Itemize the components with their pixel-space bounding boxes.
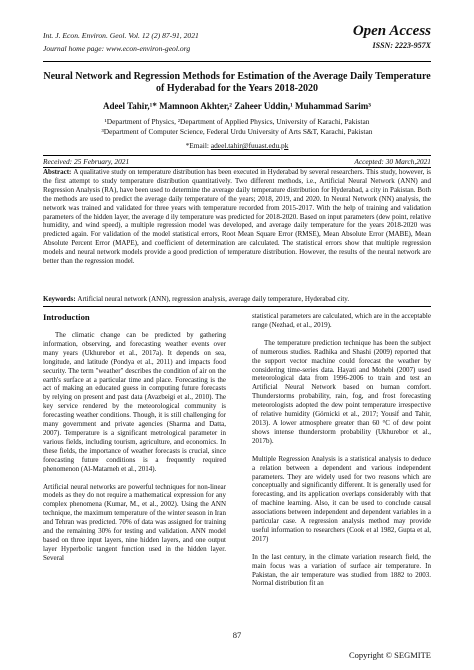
- access-header: [353, 22, 431, 52]
- left-paragraph-2: Artificial neural networks are powerful techniques for non-linear models as they do not require a mathematical expression for any complex phenomena (Kumar, M., et al., 2002). Using the ANN technique, the maximum temperature of the winter season in Iran and Tehran was predicted. 70% of data was assigned for training and the remaining 30% for testing and validation. ANN model based on three input layers, nine hidden layers, and one output layer Hyperbolic tangent function used in the hidden layer. Several: [43, 482, 226, 562]
- issn-label: ISSN: 2223-957X: [372, 41, 431, 50]
- abstract: [43, 168, 431, 266]
- keywords-divider: [43, 306, 431, 307]
- page-number: 87: [232, 630, 242, 640]
- author-list: Adeel Tahir,¹* Mamnoon Akhter,² Zaheer Uddin,¹ Muhammad Sarim³: [102, 101, 371, 111]
- article-title: [43, 71, 431, 95]
- journal-header: [43, 29, 199, 55]
- open-access-label: Open Access: [352, 23, 431, 39]
- dates-top-divider: [43, 155, 431, 156]
- keywords-text: Artificial neural network (ANN), regression analysis, average daily temperature, Hyderabad city.: [77, 295, 350, 303]
- abstract-text: A qualitative study on temperature distribution has been executed in Hyderabad by several researchers. This study, however, is the first attempt to study temperature distribution quantitatively. Two different methods, i.e., Artificial Neural Network (ANN) and Regression Analysis (RA), have been used to determine the average daily temperature distribution for Hyderabad, a city in Pakistan. Both the methods are used to predict the average daily temperature of the years; 2018, 2019, and 2020. In Neural Network (NN) analysis, the network was trained and validated for three years with temperature recorded from 2015-2017. With the help of training and validation parameters of the hidden layer, the average d ily temperature was predicted for 2018-2020. Based on input parameters (dew point, relative humidity, and wind speed), a multiple regression model was developed, and average daily temperature for the years 2018-2020 was predicted again. For validation of the model statistical errors, Root Mean Square Error (RMSE), Mean Absolute Error (MABE), Mean Absolute Percent Error (MAPE), and coefficient of determination are calculated. The statistical errors show that multiple regression models and neural network models provide a good prediction of temperature distribution. However, the results of the neural network are better than the regression model.: [43, 168, 431, 266]
- right-paragraph-4: In the last century, in the climate variation research field, the main focus was a variation of surface air temperature. In Pakistan, the air temperature was studied from 1882 to 2003. Normal distribution fit an: [252, 552, 431, 588]
- journal-citation: Int. J. Econ. Environ. Geol. Vol. 12 (2) 87-91, 2021: [43, 31, 199, 40]
- keywords-label: Keywords:: [43, 295, 78, 303]
- right-paragraph-3: Multiple Regression Analysis is a statistical analysis to deduce a relation between a dependent and various independent parameters. They are widely used for two reasons which are conceptually and significantly different. It is generally used for forecasting, and its application overlaps considerably with that of machine learning. Also, it can be used to conclude causal associations between independent and dependent variables in a particular case. A regression analysis method may provide useful information to researchers (Cook et al 1982, Gupta et al, 2017): [252, 454, 431, 543]
- email-link[interactable]: adeel.tahir@fuuast.edu.pk: [210, 141, 289, 150]
- left-paragraph-1: The climatic change can be predicted by gathering information, observing, and forecasting weather events over many years (Ukhurebor et al., 2017a). It depends on sea, longitude, and latitude (Pondya et al., 2011) and impacts food security. The term "weather" describes the condition of air on the earth's surface at a particular time and place. Forecasting is the act of making an educated guess in computing future forecasts by relying on present and past data (Avazbeigi et al., 2010). The key service rendered by the meteorological community is forecasting weather conditions. Though, it is still challenging for many government and private agencies (Sharma and Datta, 2007). Temperature is a significant metrological parameter in various fields, including tourism, agriculture, and economics. In these fields, the importance of weather forecasts is crucial, since forecasting future conditions is a frequently required phenomenon (Al-Matarneh et al., 2014).: [43, 331, 226, 473]
- right-column: [252, 312, 431, 597]
- left-column: [43, 312, 226, 572]
- email-label: *Email:: [185, 141, 211, 150]
- abstract-label: Abstract:: [43, 168, 74, 176]
- right-paragraph-2: The temperature prediction technique has been the subject of numerous studies. Radhika and Shashi (2009) reported that the support vector machine could forecast the weather by considering time-series data. Hayati and Mohebi (2007) used meteorological data from 1996-2006 to train and test an Artificial Neural Network based on human comfort. Thunderstorms probability, rain, fog, and frost forecasting meteorologists adopted the dew point temperature irrespective of relative humidity (Górnicki et al., 2017; Yousif and Tahir, 2013). A lower atmosphere greater than 60 °C of dew point shows intense thunderstorm probability (Ukhurebor et al., 2017b).: [252, 338, 431, 445]
- title-line-1: Neural Network and Regression Methods for Estimation of the Average Daily Temperature: [43, 71, 431, 82]
- header-divider: [43, 61, 431, 62]
- right-paragraph-1: statistical parameters are calculated, which are in the acceptable range (Nezhad, et al., 2019).: [252, 312, 431, 329]
- corresponding-author: [43, 141, 431, 151]
- keywords: [43, 295, 431, 304]
- received-date: Received: 25 February, 2021: [43, 157, 130, 166]
- affiliations: [43, 117, 431, 137]
- accepted-date: Accepted: 30 March,2021: [354, 157, 431, 166]
- title-line-2: of Hyderabad for the Years 2018-2020: [156, 83, 318, 94]
- affiliation-2: ³Department of Computer Science, Federal Urdu University of Arts S&T, Karachi, Pakistan: [101, 127, 373, 136]
- affiliation-1: ¹Department of Physics, ²Department of Applied Physics, University of Karachi, Pakistan: [104, 117, 370, 126]
- copyright-notice: Copyright © SEGMITE: [348, 650, 431, 660]
- journal-homepage: Journal home page: www.econ-environ-geol.org: [43, 44, 191, 53]
- introduction-heading: Introduction: [43, 312, 90, 322]
